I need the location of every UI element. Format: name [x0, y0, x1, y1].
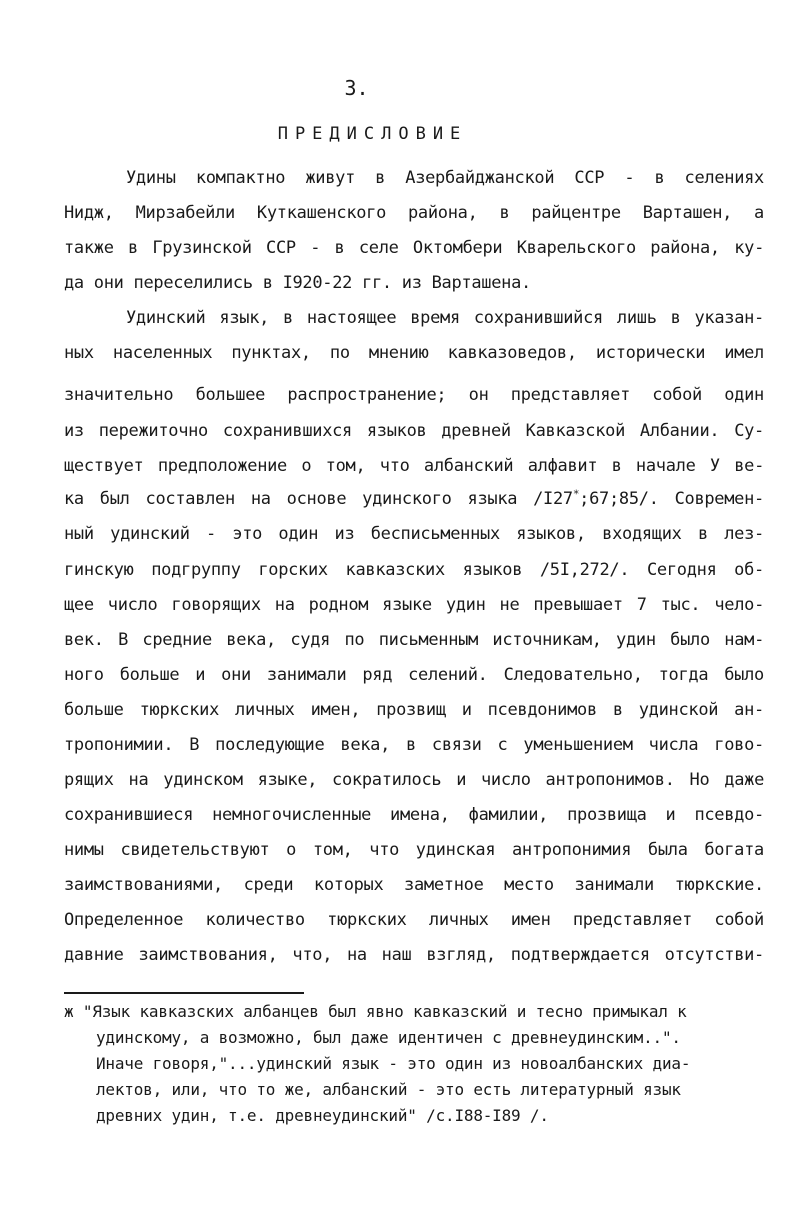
body-line: из пережиточно сохранившихся языков древней Кавказской Албании. Су- — [64, 421, 764, 441]
body-line: Определенное количество тюркских личных имен представляет собой — [64, 910, 764, 930]
body-line: давние заимствования, что, на наш взгляд, подтверждается отсутстви- — [64, 945, 764, 965]
body-line: век. В средние века, судя по письменным источникам, удин было нам- — [64, 630, 764, 650]
body-line: заимствованиями, среди которых заметное место занимали тюркские. — [64, 875, 764, 895]
body-line: ный удинский - это один из бесписьменных языков, входящих в лез- — [64, 524, 764, 544]
body-line: нимы свидетельствуют о том, что удинская антропонимия была богата — [64, 840, 764, 860]
footnote-line: древних удин, т.е. древнеудинский" /с.I88-I89 /. — [96, 1106, 549, 1125]
body-line: Удины компактно живут в Азербайджанской ССР - в селениях — [126, 168, 764, 188]
body-line: значительно большее распространение; он представляет собой один — [64, 385, 764, 405]
footnote-divider — [64, 992, 304, 994]
body-line: больше тюркских личных имен, прозвищ и псевдонимов в удинской ан- — [64, 700, 764, 720]
body-line: гинскую подгруппу горских кавказских языков /5I,272/. Сегодня об- — [64, 560, 764, 580]
body-line: рящих на удинском языке, сократилось и число антропонимов. Но даже — [64, 770, 764, 790]
body-line: ществует предположение о том, что албанский алфавит в начале У ве- — [64, 456, 764, 476]
body-line — [64, 489, 764, 509]
footnote-line: лектов, или, что то же, албанский - это есть литературный язык — [96, 1080, 681, 1099]
body-line: да они переселились в I920-22 гг. из Варташена. — [64, 273, 531, 293]
body-line: щее число говорящих на родном языке удин не превышает 7 тыс. чело- — [64, 595, 764, 615]
footnote-line: удинскому, а возможно, был даже идентичен с древнеудинским..". — [96, 1028, 681, 1047]
body-line: Нидж, Мирзабейли Куткашенского района, в райцентре Варташен, а — [64, 203, 764, 223]
footnote-line: Иначе говоря,"...удинский язык - это один из новоалбанских диа- — [96, 1054, 691, 1073]
body-line: ного больше и они занимали ряд селений. Следовательно, тогда было — [64, 665, 764, 685]
footnote-marker: * — [572, 487, 580, 501]
body-line: тропонимии. В последующие века, в связи с уменьшением числа гово- — [64, 735, 764, 755]
body-line: также в Грузинской ССР - в селе Октомбери Кварельского района, ку- — [64, 238, 764, 258]
footnote-line: ж "Язык кавказских албанцев был явно кавказский и тесно примыкал к — [64, 1002, 687, 1021]
body-line: ных населенных пунктах, по мнению кавказоведов, исторически имел — [64, 343, 764, 363]
page-number: 3. — [344, 76, 369, 100]
body-line: Удинский язык, в настоящее время сохранившийся лишь в указан- — [126, 308, 764, 328]
page-title: ПРЕДИСЛОВИЕ — [277, 124, 468, 144]
body-line-part: ;67;85/. Современ- — [579, 489, 764, 509]
body-line: сохранившиеся немногочисленные имена, фамилии, прозвища и псевдо- — [64, 805, 764, 825]
body-line-part: ка был составлен на основе удинского языка /I27 — [64, 489, 573, 509]
